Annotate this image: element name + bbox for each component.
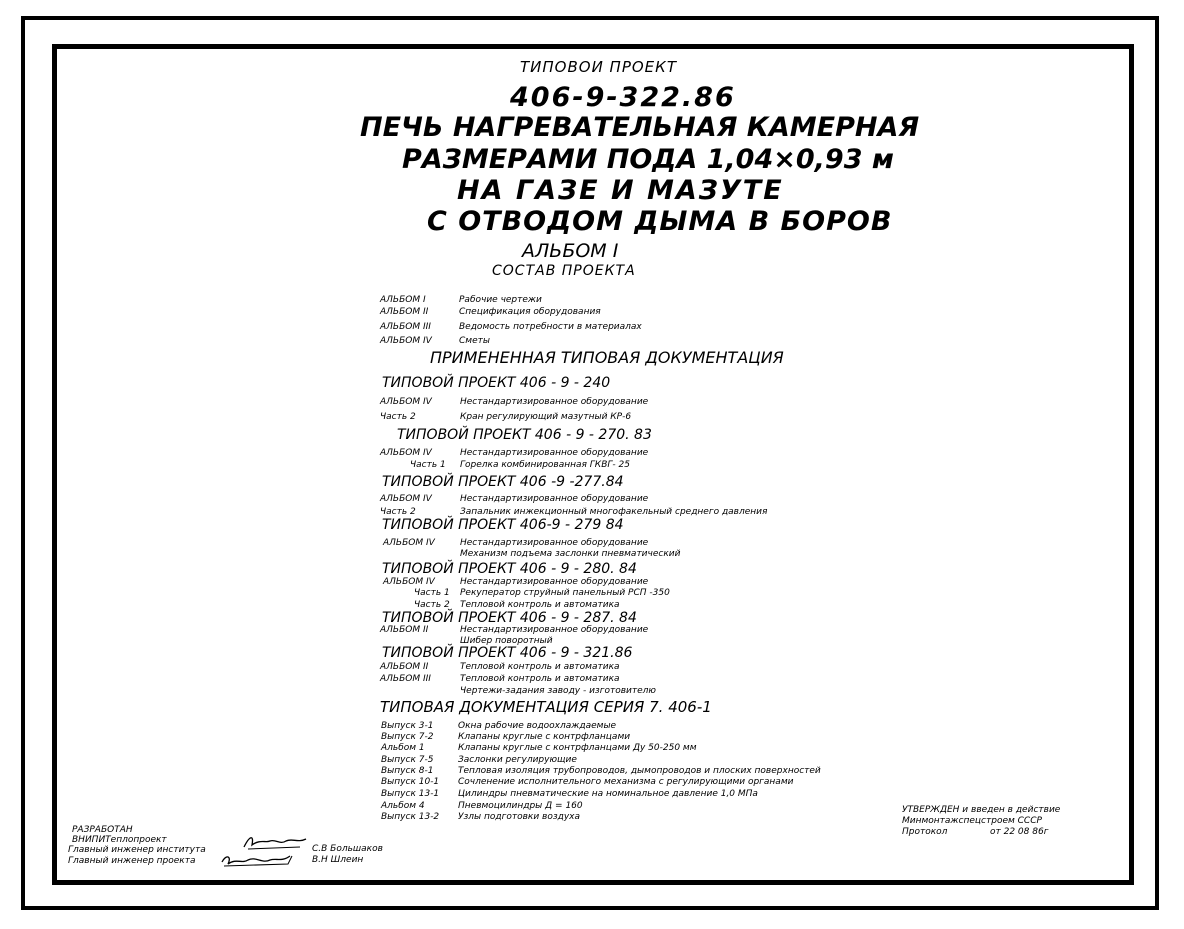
composition-label: СОСТАВ ПРОЕКТА <box>492 263 636 279</box>
composition-code: АЛЬБОМ II <box>380 307 429 317</box>
project-row-text: Рекуператор струйный панельный РСП -350 <box>460 588 670 598</box>
series-row-text: Клапаны круглые с контрфланцами <box>458 732 631 742</box>
series-row-code: Выпуск 13-1 <box>381 789 440 799</box>
series-row-text: Клапаны круглые с контрфланцами Ду 50-250 мм <box>458 743 697 753</box>
composition-text: Ведомость потребности в материалах <box>459 322 642 332</box>
title-line-1: ПЕЧЬ НАГРЕВАТЕЛЬНАЯ КАМЕРНАЯ <box>360 112 920 143</box>
project-row-code: Часть 1 <box>414 588 450 598</box>
project-row-text: Механизм подъема заслонки пневматический <box>460 549 681 559</box>
project-row-text: Тепловой контроль и автоматика <box>460 674 620 684</box>
series-row-code: Выпуск 10-1 <box>381 777 440 787</box>
series-row-code: Выпуск 7-2 <box>381 732 434 742</box>
composition-text: Сметы <box>459 336 490 346</box>
project-row-text: Нестандартизированное оборудование <box>460 494 649 504</box>
project-row-text: Горелка комбинированная ГКВГ- 25 <box>460 460 630 470</box>
developer-role-1: Главный инженер института <box>68 845 206 855</box>
composition-text: Спецификация оборудования <box>459 307 601 317</box>
project-row-code: Часть 2 <box>414 600 450 610</box>
project-row-text: Шибер поворотный <box>460 636 553 646</box>
project-row-text: Нестандартизированное оборудование <box>460 577 649 587</box>
developer-name-1: С.В Большаков <box>312 844 383 854</box>
project-row-text: Запальник инжекционный многофакельный среднего давления <box>460 507 768 517</box>
series-row-text: Тепловая изоляция трубопроводов, дымопроводов и плоских поверхностей <box>458 766 821 776</box>
project-row-text: Кран регулирующий мазутный КР-6 <box>460 412 632 422</box>
developer-label: РАЗРАБОТАН <box>72 825 133 835</box>
composition-text: Рабочие чертежи <box>459 295 542 305</box>
series-row-code: Выпуск 3-1 <box>381 721 434 731</box>
project-title: ТИПОВОЙ ПРОЕКТ 406 -9 -277.84 <box>382 474 624 490</box>
series-row-text: Сочленение исполнительного механизма с регулирующими органами <box>458 777 794 787</box>
title-line-4: С ОТВОДОМ ДЫМА В БОРОВ <box>427 206 893 237</box>
project-row-code: Часть 2 <box>380 412 416 422</box>
approval-line-2: Минмонтажспецстроем СССР <box>902 816 1042 826</box>
series-row-text: Узлы подготовки воздуха <box>458 812 581 822</box>
title-line-3: НА ГАЗЕ И МАЗУТЕ <box>457 175 784 206</box>
approval-line-1: УТВЕРЖДЕН и введен в действие <box>902 805 1061 815</box>
project-title: ТИПОВОЙ ПРОЕКТ 406 - 9 - 280. 84 <box>382 561 637 577</box>
project-number: 406-9-322.86 <box>510 82 736 113</box>
project-title: ТИПОВОЙ ПРОЕКТ 406 - 9 - 287. 84 <box>382 610 637 626</box>
project-row-text: Нестандартизированное оборудование <box>460 625 649 635</box>
project-row-code: АЛЬБОМ IV <box>383 577 435 587</box>
series-row-text: Окна рабочие водоохлаждаемые <box>458 721 617 731</box>
project-row-text: Нестандартизированное оборудование <box>460 538 649 548</box>
composition-code: АЛЬБОМ III <box>380 322 431 332</box>
composition-code: АЛЬБОМ IV <box>380 336 432 346</box>
series-row-code: Альбом 4 <box>381 801 425 811</box>
project-row-text: Нестандартизированное оборудование <box>460 397 649 407</box>
album-label: АЛЬБОМ I <box>522 240 619 262</box>
project-row-text: Чертежи-задания заводу - изготовителю <box>460 686 656 696</box>
project-row-code: АЛЬБОМ IV <box>380 494 432 504</box>
series-row-code: Выпуск 7-5 <box>381 755 434 765</box>
type-label: ТИПОВОИ ПРОЕКТ <box>520 58 677 76</box>
approval-line-3: Протокол <box>902 827 948 837</box>
project-row-code: АЛЬБОМ IV <box>380 397 432 407</box>
series-row-code: Выпуск 13-2 <box>381 812 440 822</box>
series-row-text: Цилиндры пневматические на номинальное давление 1,0 МПа <box>458 789 758 799</box>
series-row-code: Альбом 1 <box>381 743 425 753</box>
project-row-text: Нестандартизированное оборудование <box>460 448 649 458</box>
project-title: ТИПОВОЙ ПРОЕКТ 406-9 - 279 84 <box>382 517 624 533</box>
project-row-text: Тепловой контроль и автоматика <box>460 600 620 610</box>
series-row-text: Пневмоцилиндры Д = 160 <box>458 801 583 811</box>
project-row-code: АЛЬБОМ II <box>380 662 429 672</box>
developer-org: ВНИПИТеплопроект <box>72 835 167 845</box>
series-row-text: Заслонки регулирующие <box>458 755 577 765</box>
developer-role-2: Главный инженер проекта <box>68 856 196 866</box>
project-row-code: АЛЬБОМ IV <box>380 448 432 458</box>
project-row-code: Часть 1 <box>410 460 446 470</box>
project-title: ТИПОВОЙ ПРОЕКТ 406 - 9 - 321.86 <box>382 645 633 661</box>
approval-date: от 22 08 86г <box>990 827 1049 837</box>
title-line-2: РАЗМЕРАМИ ПОДА 1,04×0,93 м <box>402 144 894 175</box>
signature-2 <box>218 852 298 872</box>
composition-code: АЛЬБОМ I <box>380 295 426 305</box>
series-row-code: Выпуск 8-1 <box>381 766 434 776</box>
applied-documentation-heading: ПРИМЕНЕННАЯ ТИПОВАЯ ДОКУМЕНТАЦИЯ <box>430 348 784 367</box>
project-row-code: АЛЬБОМ III <box>380 674 431 684</box>
project-title: ТИПОВОЙ ПРОЕКТ 406 - 9 - 240 <box>382 375 611 391</box>
project-row-code: Часть 2 <box>380 507 416 517</box>
project-row-code: АЛЬБОМ II <box>380 625 429 635</box>
series-title: ТИПОВАЯ ДОКУМЕНТАЦИЯ СЕРИЯ 7. 406-1 <box>380 698 712 716</box>
project-row-text: Тепловой контроль и автоматика <box>460 662 620 672</box>
project-row-code: АЛЬБОМ IV <box>383 538 435 548</box>
project-title: ТИПОВОЙ ПРОЕКТ 406 - 9 - 270. 83 <box>397 427 652 443</box>
developer-name-2: В.Н Шлеин <box>312 855 364 865</box>
